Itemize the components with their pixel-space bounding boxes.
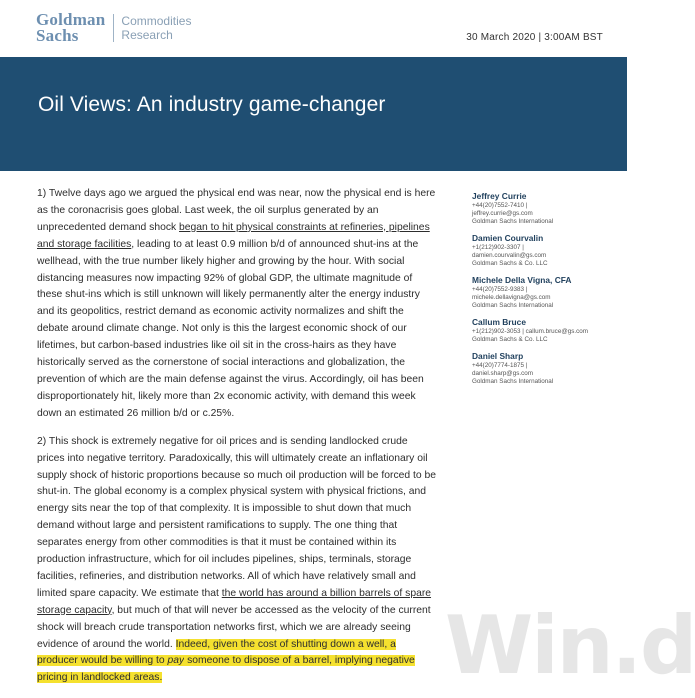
author-name: Damien Courvalin: [472, 233, 544, 243]
author-email[interactable]: michele.dellavigna@gs.com: [472, 294, 551, 301]
author-entry: [472, 191, 622, 226]
author-name: Daniel Sharp: [472, 351, 524, 361]
author-entry: [472, 233, 622, 268]
highlighted-text: someone to dispose of a barrel, implying negative pricing in landlocked areas.: [37, 655, 415, 684]
author-firm: Goldman Sachs International: [472, 378, 554, 385]
author-phone: +44(20)7774-1875 |: [472, 362, 528, 369]
author-email[interactable]: damien.courvalin@gs.com: [472, 252, 547, 259]
author-name: Michele Della Vigna, CFA: [472, 275, 572, 285]
report-date: 30 March 2020 | 3:00AM BST: [466, 32, 603, 43]
paragraph-1: 1) Twelve days ago we argued the physical end was near, now the physical end is here as the coronacrisis goes global. Last week, the oil surplus generated by an unprecedented demand shock began to hit physical constraints at refineries, pipelines and storage facilities, leading to at least 0.9 million b/d of announced shut-ins at the wellhead, with the true number likely higher and growing by the hour. With social distancing measures now impacting 92% of global GDP, the ultimate magnitude of these shut-ins which is still unknown will likely permanently alter the energy industry and its geopolitics, restrict demand as economic activity normalizes and shift the debate around climate change. Not only is this the largest economic shock of our lifetimes, but carbon-based industries like oil sit in the cross-hairs as they have historically served as the cornerstone of social interactions and globalization, the prevention of which are the main defense against the virus. Accordingly, oil has been disproportionately hit, likely more than 2x economic activity, with demand this week down an estimated 26 million b/d or c.25%.: [37, 188, 436, 419]
author-list: [472, 191, 622, 393]
author-email[interactable]: jeffrey.currie@gs.com: [472, 210, 533, 217]
report-body: [37, 186, 437, 698]
title-banner: [0, 57, 627, 171]
highlighted-text-italic: pay: [167, 655, 185, 667]
author-entry: [472, 317, 622, 344]
underlined-phrase: the world has around a billion barrels of spare storage capacity: [37, 587, 432, 616]
division-name: Commodities Research: [121, 14, 192, 42]
underlined-phrase: began to hit physical constraints at refineries, pipelines and storage facilities: [37, 221, 430, 250]
logo-wordmark: Goldman Sachs: [36, 10, 106, 45]
report-title: Oil Views: An industry game-changer: [38, 93, 386, 116]
paragraph-2: 2) This shock is extremely negative for oil prices and is sending landlocked crude prices into negative territory. Paradoxically, this will ultimately create an inflationary oil supply shock of historic proportions because so much oil production will be forced to be shut-in. The global economy is a complex physical system with physical frictions, and energy sits near the top of that complexity. It is impossible to shut down that much demand without large and persistent ramifications to supply. The one thing that separates energy from other commodities is that it must be contained within its production infrastructure, which for oil includes pipelines, ships, terminals, storage facilities, refineries, and distribution networks. All of which have relatively small and limited spare capacity. We estimate that the world has around a billion barrels of spare storage capacity, but much of that will never be accessed as the velocity of the current shock will breach crude transportation networks first, which we are already seeing evidence of around the world. Indeed, given the cost of shutting down a well, a producer would be willing to pay someone to dispose of a barrel, implying negative pricing in landlocked areas.: [37, 435, 437, 684]
highlighted-text: Indeed, given the cost of shutting down a well, a producer would be willing to: [37, 638, 396, 667]
author-firm: Goldman Sachs International: [472, 302, 554, 309]
author-phone: +44(20)7552-7410 |: [472, 202, 528, 209]
author-name: Callum Bruce: [472, 317, 526, 327]
goldman-sachs-logo: [36, 12, 191, 44]
author-firm: Goldman Sachs International: [472, 218, 554, 225]
author-contact[interactable]: +1(212)902-3053 | callum.bruce@gs.com: [472, 328, 589, 335]
watermark: Win.d: [445, 599, 695, 692]
author-entry: [472, 351, 622, 386]
author-phone: +1(212)902-3307 |: [472, 244, 524, 251]
author-email[interactable]: daniel.sharp@gs.com: [472, 370, 533, 377]
report-header: [0, 0, 627, 58]
author-phone: +44(20)7552-9383 |: [472, 286, 528, 293]
logo-divider: [113, 14, 114, 42]
author-firm: Goldman Sachs & Co. LLC: [472, 336, 548, 343]
author-name: Jeffrey Currie: [472, 191, 527, 201]
author-firm: Goldman Sachs & Co. LLC: [472, 260, 548, 267]
author-entry: [472, 275, 622, 310]
